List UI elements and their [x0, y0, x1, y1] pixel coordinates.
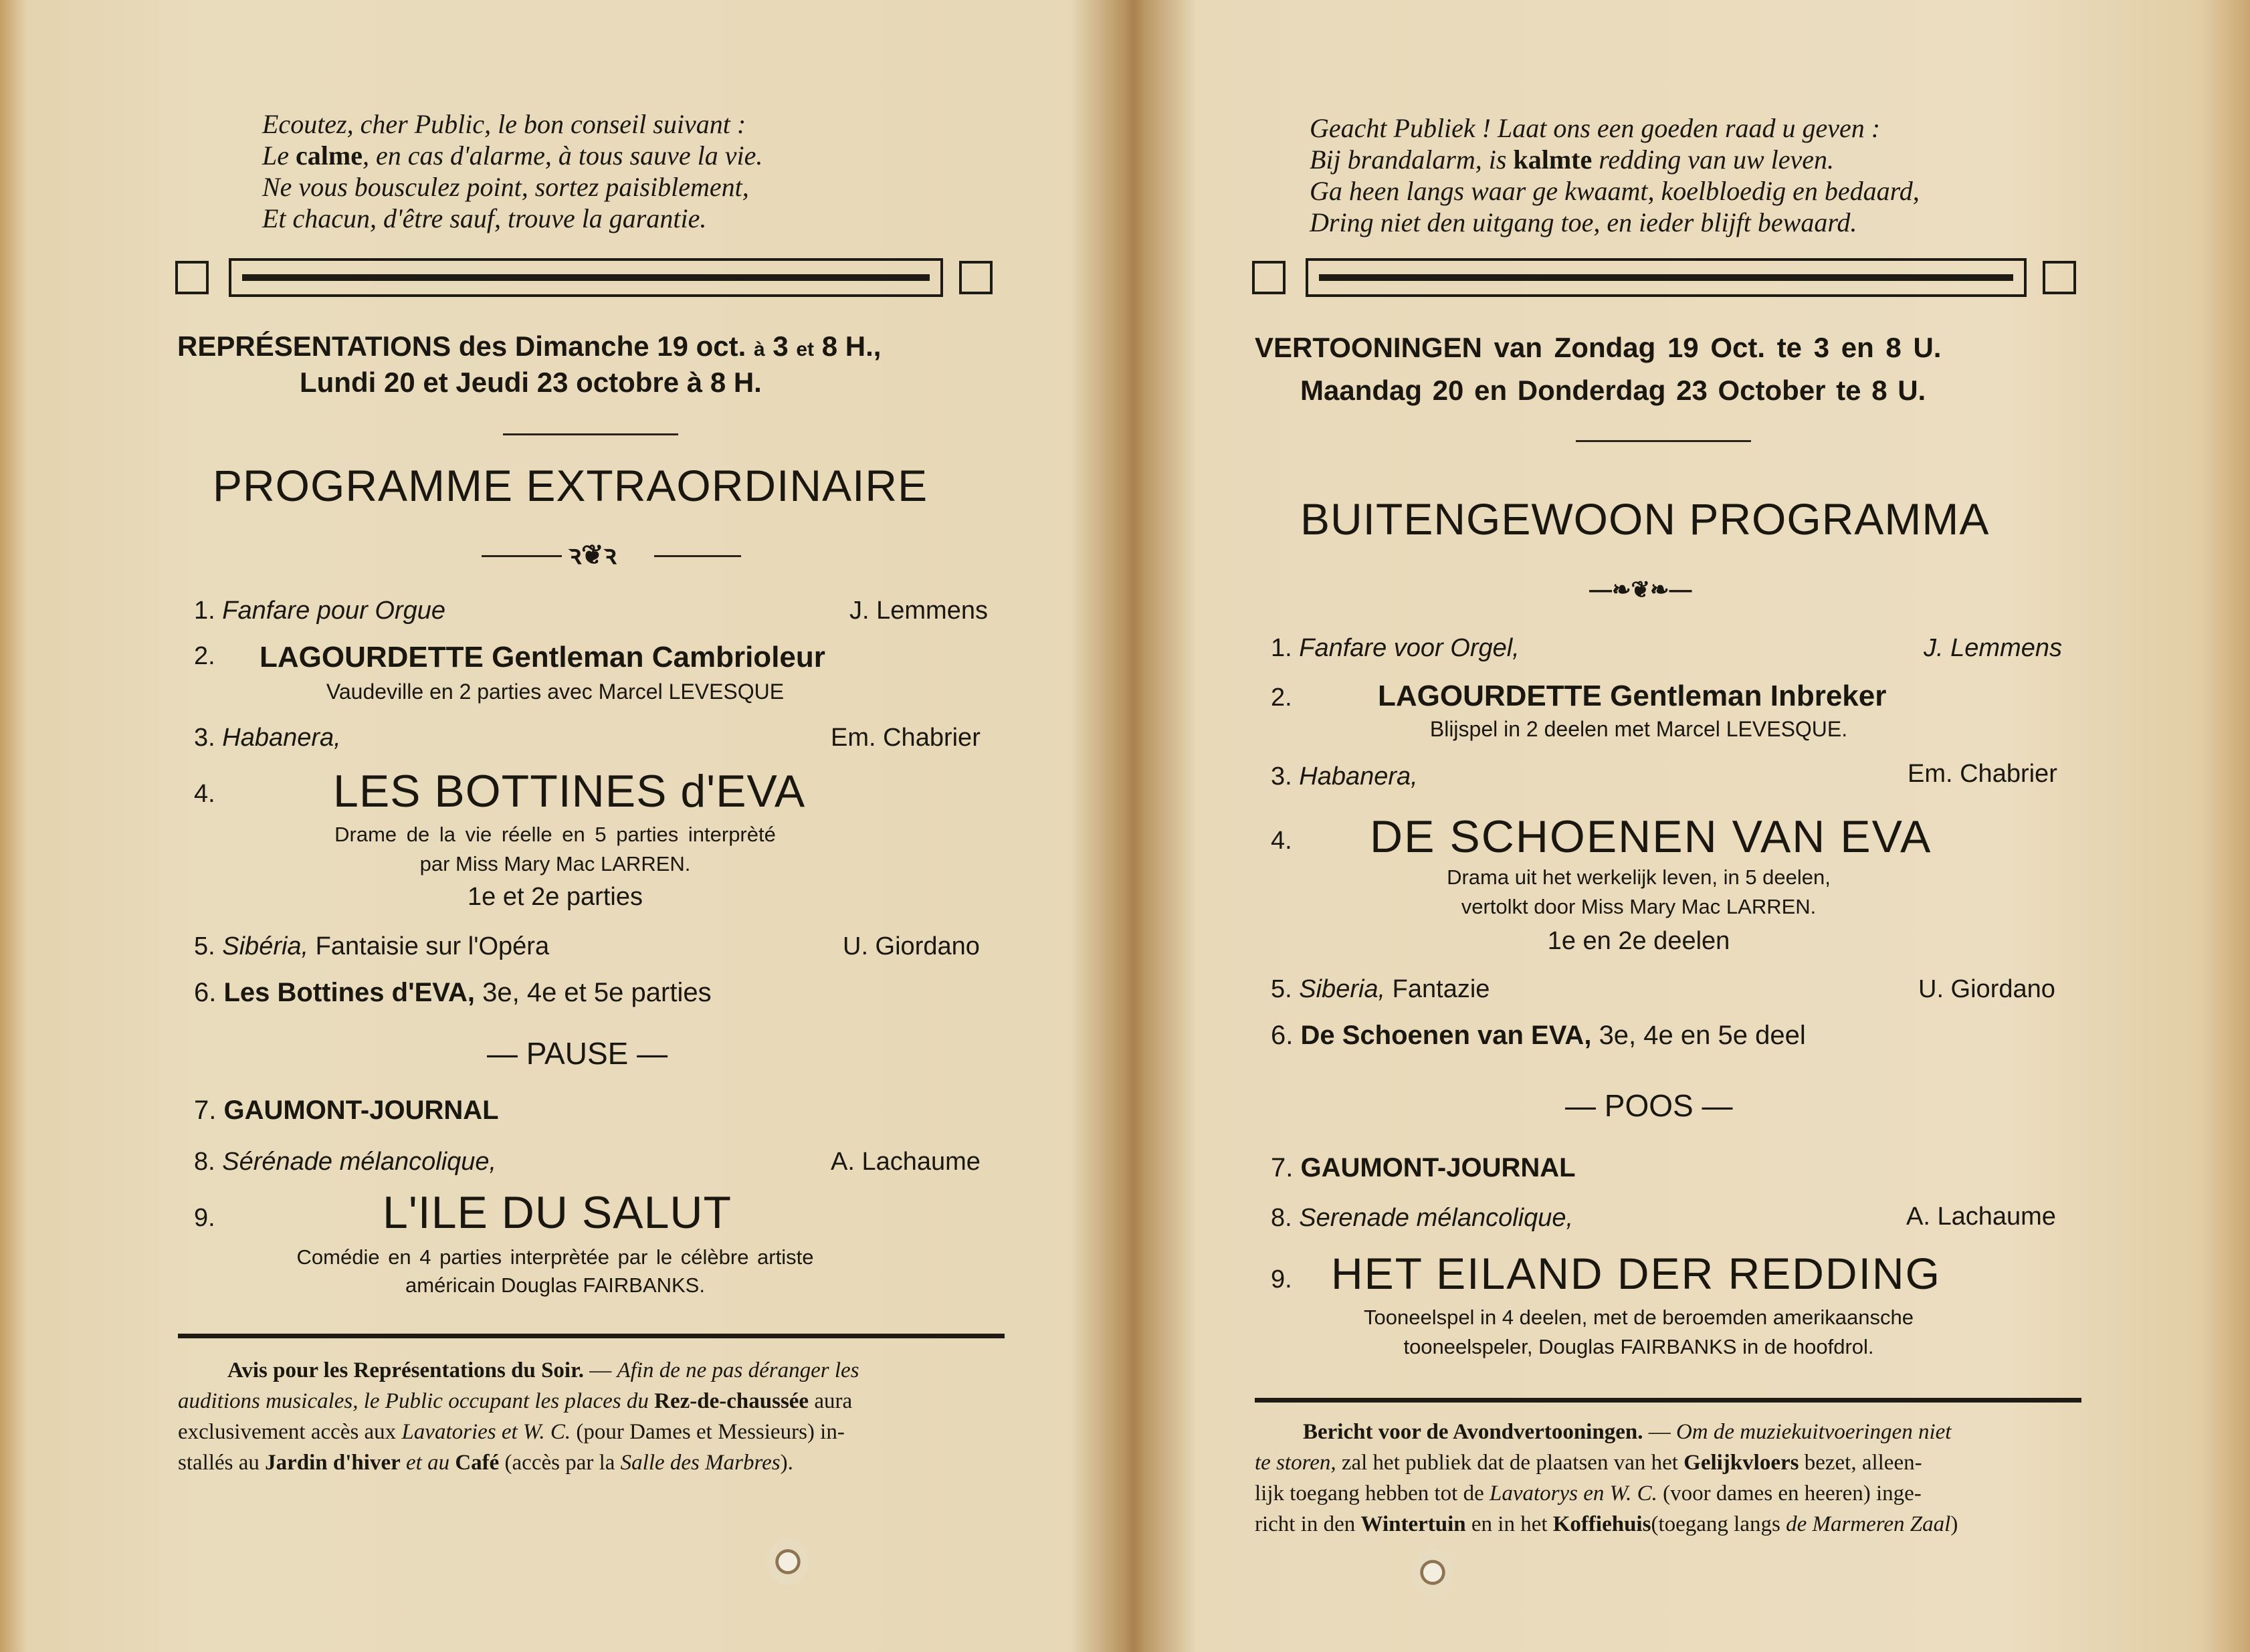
- item-description: Comédie en 4 parties interprètée par le célèbre artiste: [296, 1245, 814, 1269]
- item-number: 4.: [1271, 827, 1292, 855]
- item-description: Drame de la vie réelle en 5 parties interprèté: [334, 823, 776, 846]
- verse-line: Dring niet den uitgang toe, en ieder blijft bewaard.: [1310, 207, 1857, 237]
- program-item-1: 1. Fanfare pour Orgue: [194, 597, 446, 625]
- composer: J. Lemmens: [849, 597, 988, 625]
- right-decorative-border: [1252, 258, 2081, 298]
- program-item-4-title: LES BOTTINES d'EVA: [333, 766, 806, 817]
- item-description: américain Douglas FAIRBANKS.: [405, 1273, 705, 1297]
- divider: [503, 433, 678, 435]
- program-item-5: 5. Siberia, Fantazie: [1271, 975, 1490, 1003]
- item-description: vertolkt door Miss Mary Mac LARREN.: [1461, 895, 1817, 918]
- item-description: Drama uit het werkelijk leven, in 5 deelen,: [1447, 865, 1831, 889]
- thick-rule: [1255, 1398, 2081, 1403]
- verse-line: Et chacun, d'être sauf, trouve la garantie.: [262, 203, 707, 233]
- item-number: 9.: [194, 1204, 215, 1232]
- program-item-9-title: L'ILE DU SALUT: [383, 1187, 732, 1238]
- staple-hole: [768, 1538, 808, 1585]
- divider: [1576, 440, 1751, 442]
- border-square-right: [959, 261, 993, 294]
- border-bar: [1306, 258, 2027, 297]
- program-item-6: 6. De Schoenen van EVA, 3e, 4e en 5e deel: [1271, 1021, 1806, 1050]
- right-notice: [1255, 1417, 2084, 1540]
- pause-label: — POOS —: [1565, 1088, 1733, 1123]
- left-dates-line2: Lundi 20 et Jeudi 23 octobre à 8 H.: [300, 367, 762, 398]
- program-item-5: 5. Sibéria, Fantaisie sur l'Opéra: [194, 932, 550, 960]
- left-program-title: PROGRAMME EXTRAORDINAIRE: [213, 461, 928, 510]
- program-item-4-title: DE SCHOENEN VAN EVA: [1370, 811, 1932, 862]
- verse-line: Bij brandalarm, is kalmte redding van uw leven.: [1310, 144, 1835, 175]
- item-number: 4.: [194, 780, 215, 808]
- verse-line: Ga heen langs waar ge kwaamt, koelbloedig en bedaard,: [1310, 176, 1920, 206]
- verse-line: Geacht Publiek ! Laat ons een goeden raad u geven :: [1310, 113, 1881, 143]
- right-page: [1137, 0, 2250, 1652]
- composer: A. Lachaume: [1906, 1203, 2056, 1231]
- composer: J. Lemmens: [1924, 634, 2062, 662]
- item-description: par Miss Mary Mac LARREN.: [419, 852, 691, 875]
- item-parts: 1e en 2e deelen: [1547, 927, 1730, 955]
- program-item-2-title: LAGOURDETTE Gentleman Cambrioleur: [260, 641, 825, 674]
- notice-line: stallés au Jardin d'hiver et au Café (accès par la Salle des Marbres).: [178, 1451, 793, 1475]
- verse-line: Le calme, en cas d'alarme, à tous sauve la vie.: [262, 140, 763, 171]
- program-item-8: 8. Serenade mélancolique,: [1271, 1204, 1574, 1232]
- notice-line: auditions musicales, le Public occupant les places du Rez-de-chaussée aura: [178, 1389, 853, 1413]
- program-item-3: 3. Habanera,: [194, 724, 341, 752]
- composer: A. Lachaume: [831, 1148, 981, 1176]
- program-item-7: 7. GAUMONT-JOURNAL: [194, 1096, 499, 1125]
- program-item-1: 1. Fanfare voor Orgel,: [1271, 634, 1520, 662]
- left-dates-line1: REPRÉSENTATIONS des Dimanche 19 oct. à 3 et 8 H.,: [177, 330, 882, 362]
- composer: U. Giordano: [843, 932, 980, 960]
- item-number: 2.: [1271, 684, 1292, 712]
- notice-line: Bericht voor de Avondvertooningen. — Om de muziekuitvoeringen niet: [1303, 1420, 1952, 1444]
- item-number: 9.: [1271, 1265, 1292, 1294]
- notice-line: lijk toegang hebben tot de Lavatorys en W. C. (voor dames en heeren) inge-: [1255, 1481, 1922, 1506]
- program-item-6: 6. Les Bottines d'EVA, 3e, 4e et 5e parties: [194, 978, 712, 1007]
- verse-line: Ecoutez, cher Public, le bon conseil suivant :: [262, 109, 746, 139]
- pause-label: — PAUSE —: [487, 1036, 668, 1071]
- program-item-9-title: HET EILAND DER REDDING: [1331, 1249, 1941, 1298]
- staple-hole: [1413, 1549, 1453, 1596]
- verse-line: Ne vous bousculez point, sortez paisiblement,: [262, 172, 749, 202]
- program-item-8: 8. Sérénade mélancolique,: [194, 1148, 497, 1176]
- notice-line: Avis pour les Représentations du Soir. — Afin de ne pas déranger les: [227, 1358, 859, 1382]
- notice-line: te storen, zal het publiek dat de plaatsen van het Gelijkvloers bezet, alleen-: [1255, 1451, 1922, 1475]
- composer: U. Giordano: [1918, 975, 2055, 1003]
- item-description: Vaudeville en 2 parties avec Marcel LEVESQUE: [326, 680, 785, 704]
- composer: Em. Chabrier: [831, 724, 981, 752]
- border-square-right: [2043, 261, 2076, 294]
- left-decorative-border: [175, 258, 1005, 298]
- program-item-3: 3. Habanera,: [1271, 762, 1418, 791]
- item-description: Blijspel in 2 deelen met Marcel LEVESQUE.: [1429, 717, 1848, 741]
- right-verse: [1310, 112, 1920, 238]
- notice-line: richt in den Wintertuin en in het Koffiehuis(toegang langs de Marmeren Zaal): [1255, 1512, 1958, 1536]
- ornament-rule-right: [654, 555, 741, 557]
- notice-line: exclusivement accès aux Lavatories et W. C. (pour Dames et Messieurs) in-: [178, 1420, 845, 1444]
- item-description: Tooneelspel in 4 deelen, met de beroemden amerikaansche: [1363, 1306, 1914, 1329]
- border-square-left: [1252, 261, 1286, 294]
- program-item-7: 7. GAUMONT-JOURNAL: [1271, 1153, 1576, 1182]
- program-item-2-title: LAGOURDETTE Gentleman Inbreker: [1378, 680, 1887, 712]
- right-dates-line2: Maandag 20 en Donderdag 23 October te 8 U.: [1300, 375, 1926, 406]
- right-program-title: BUITENGEWOON PROGRAMMA: [1300, 494, 1990, 544]
- border-bar: [229, 258, 943, 297]
- item-number: 2.: [194, 642, 215, 670]
- ornament-rule-left: [482, 555, 562, 557]
- left-notice: [178, 1355, 1005, 1478]
- right-dates-line1: VERTOONINGEN van Zondag 19 Oct. te 3 en 8 U.: [1255, 332, 1942, 363]
- ornament-glyph: —❧❦❧—: [1589, 577, 1692, 603]
- thick-rule: [178, 1334, 1005, 1338]
- item-description: tooneelspeler, Douglas FAIRBANKS in de hoofdrol.: [1403, 1335, 1874, 1358]
- ornament-glyph: ꝛ❦ꝛ: [569, 540, 617, 570]
- item-parts: 1e et 2e parties: [468, 883, 643, 911]
- border-square-left: [175, 261, 209, 294]
- composer: Em. Chabrier: [1908, 760, 2057, 788]
- left-verse: [262, 108, 762, 234]
